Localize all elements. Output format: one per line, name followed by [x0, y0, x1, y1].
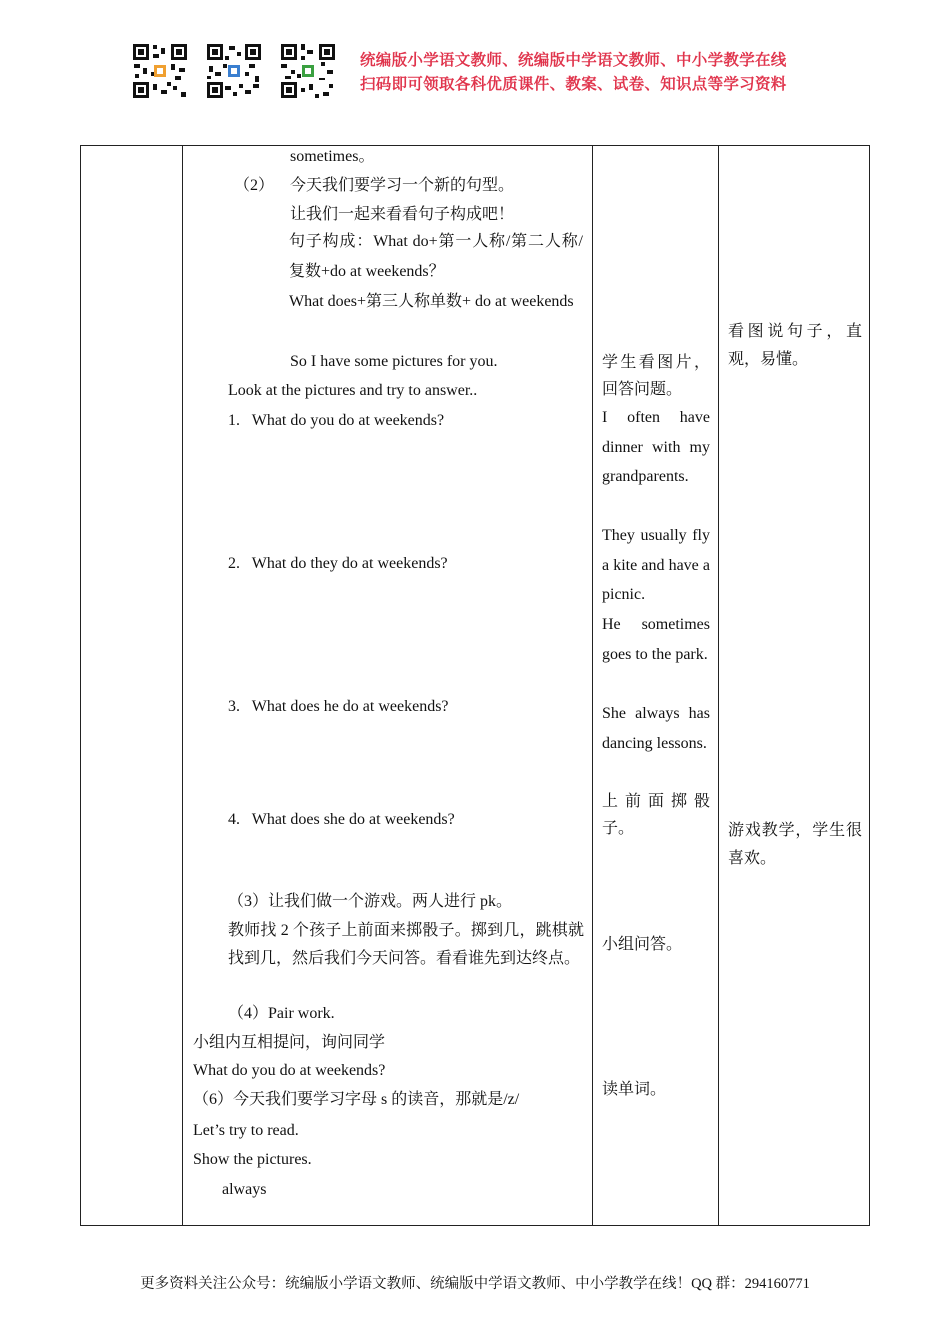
column-divider [592, 146, 593, 1225]
header-line-2: 扫码即可领取各科优质课件、教案、试卷、知识点等学习资料 [360, 75, 787, 93]
step3-title: （3）让我们做一个游戏。两人进行 pk。 [228, 893, 513, 910]
word-always: always [222, 1181, 267, 1198]
sentence-structure-1: 句子构成：What do+第一人称/第二人称/复数+do at weekends？ [289, 233, 583, 280]
step3-detail: 教师找 2 个孩子上前面来掷骰子。掷到几，跳棋就找到几，然后我们今天问答。看看谁先到达终点。 [228, 922, 584, 967]
step6-title: （6）今天我们要学习字母 s 的读音，那就是/z/ [193, 1091, 520, 1108]
header-banner [360, 48, 787, 96]
header-line-1: 统编版小学语文教师、统编版中学语文教师、中小学教学在线 [360, 51, 787, 69]
column-divider [182, 146, 183, 1225]
student-answer-1: I often have dinner with my grandparents. [602, 409, 710, 486]
step2-number: （2） [234, 177, 275, 194]
question-1: 1. What do you do at weekends? [228, 412, 445, 429]
qr-code-1-icon [131, 42, 189, 100]
question-2: 2. What do they do at weekends? [228, 555, 448, 572]
student-group: 小组问答。 [602, 936, 683, 953]
pictures-line: So I have some pictures for you. [290, 353, 498, 370]
student-answer-3: He sometimes goes to the park. [602, 616, 710, 663]
group-question: What do you do at weekends? [193, 1062, 386, 1079]
step4-title: （4）Pair work. [228, 1005, 335, 1022]
student-look-answer: 学生看图片，回答问题。 [602, 354, 710, 398]
sentence-structure-2: What does+第三人称单数+ do at weekends [289, 293, 574, 310]
qr-code-2-icon [205, 42, 263, 100]
question-3: 3. What does he do at weekends? [228, 698, 449, 715]
qr-code-2 [205, 42, 263, 100]
student-dice: 上前面掷骰子。 [602, 793, 710, 837]
group-ask: 小组内互相提问，询问同学 [193, 1034, 386, 1051]
show-pictures: Show the pictures. [193, 1151, 312, 1168]
intent-1: 看图说句子，直观，易懂。 [728, 323, 862, 368]
student-answer-4: She always has dancing lessons. [602, 705, 710, 752]
student-read-words: 读单词。 [602, 1081, 667, 1098]
footer-text: 更多资料关注公众号：统编版小学语文教师、统编版中学语文教师、中小学教学在线！QQ 群：294160771 [140, 1276, 810, 1292]
qr-code-3-icon [279, 42, 337, 100]
step2-together: 让我们一起来看看句子构成吧！ [290, 206, 515, 223]
try-read: Let’s try to read. [193, 1122, 299, 1139]
column-divider [718, 146, 719, 1225]
step2-intro: 今天我们要学习一个新的句型。 [290, 177, 515, 194]
qr-code-3 [279, 42, 337, 100]
student-answer-2: They usually fly a kite and have a picnic. [602, 527, 710, 604]
question-4: 4. What does she do at weekends? [228, 811, 455, 828]
process-sometimes: sometimes。 [290, 148, 375, 165]
look-line: Look at the pictures and try to answer.. [228, 382, 478, 399]
qr-code-1 [131, 42, 189, 100]
intent-2: 游戏教学，学生很喜欢。 [728, 822, 862, 867]
lesson-table [80, 145, 870, 1226]
